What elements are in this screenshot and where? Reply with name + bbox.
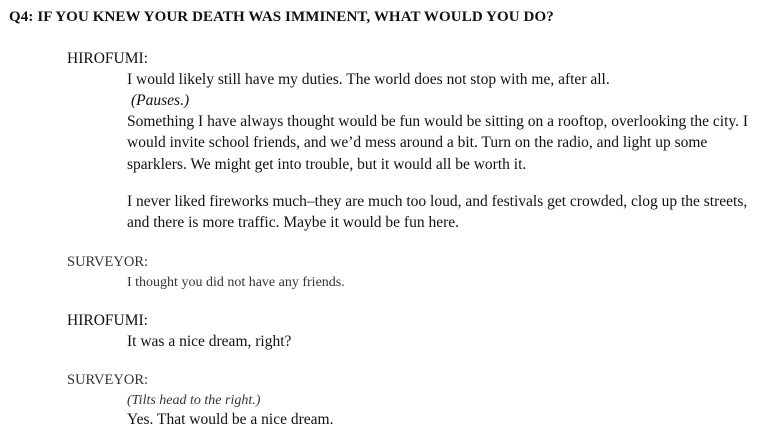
dialogue-paragraph: I never liked fireworks much–they are much too loud, and festivals get crowded, clog up the streets, and there is more traffic. Maybe it would be fun here. [127,193,748,232]
speaker-label-surveyor: SURVEYOR: [67,372,149,388]
question-heading: Q4: IF YOU KNEW YOUR DEATH WAS IMMINENT, WHAT WOULD YOU DO? [9,9,554,25]
stage-direction: (Tilts head to the right.) [127,393,261,408]
speaker-label-surveyor: SURVEYOR: [67,254,149,270]
dialogue-paragraph: Something I have always thought would be fun would be sitting on a rooftop, overlooking the city. I would invite school friends, and we’d mess around a bit. Turn on the radio, and light up some sparklers. We might get into trouble, but it would all be worth it. [127,113,749,173]
dialogue-line: I would likely still have my duties. The world does not stop with me, after all. [127,71,610,88]
speaker-label-hirofumi: HIROFUMI: [67,312,148,329]
stage-direction: (Pauses.) [131,92,190,109]
dialogue-line: Yes. That would be a nice dream. [127,411,334,428]
speaker-label-hirofumi: HIROFUMI: [67,50,148,67]
dialogue-line: I thought you did not have any friends. [127,275,345,290]
dialogue-line: It was a nice dream, right? [127,333,292,350]
